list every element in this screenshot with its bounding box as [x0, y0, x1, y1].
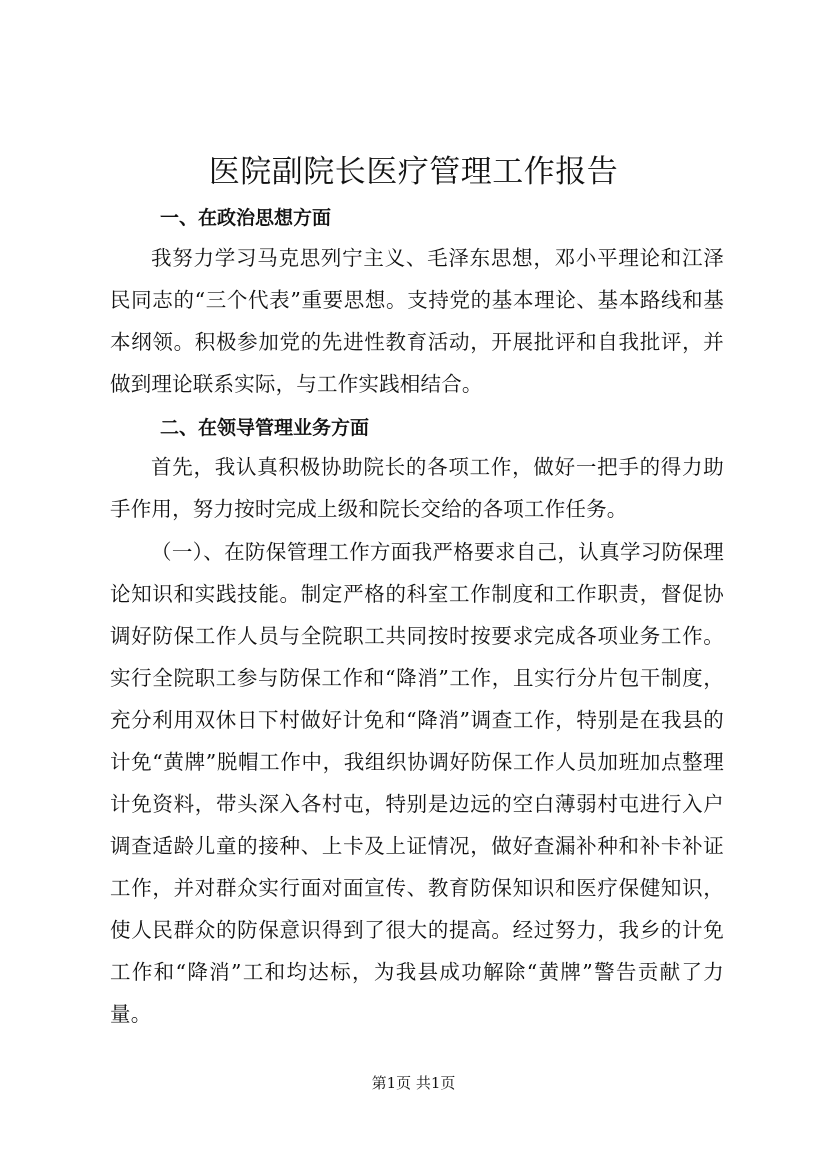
paragraph-epidemic-prevention: （一）、在防保管理工作方面我严格要求自己，认真学习防保理论知识和实践技能。制定严格的科室工作制度和工作职责，督促协调好防保工作人员与全院职工共同按时按要求完成各项业务工作。实行全院职工参与防保工作和“降消”工作，且实行分片包干制度，充分利用双休日下村做好计免和“降消”调查工作，特别是在我县的计免“黄牌”脱帽工作中，我组织协调好防保工作人员加班加点整理计免资料，带头深入各村屯，特别是边远的空白薄弱村屯进行入户调查适龄儿童的接种、上卡及上证情况，做好查漏补种和补卡补证工作，并对群众实行面对面宣传、教育防保知识和医疗保健知识，使人民群众的防保意识得到了很大的提高。经过努力，我乡的计免工作和“降消”工和均达标，为我县成功解除“黄牌”警告贡献了力量。 [110, 540, 724, 1026]
section-heading-leadership: 二、在领导管理业务方面 [160, 417, 370, 439]
page-footer: 第1页 共1页 [371, 1074, 456, 1092]
paragraph-political-study: 我努力学习马克思列宁主义、毛泽东思想，邓小平理论和江泽民同志的“三个代表”重要思想。支持党的基本理论、基本路线和基本纲领。积极参加党的先进性教育活动，开展批评和自我批评，并做到理论联系实际，与工作实践相结合。 [110, 246, 724, 396]
paragraph-assist-director: 首先，我认真积极协助院长的各项工作，做好一把手的得力助手作用，努力按时完成上级和院长交给的各项工作任务。 [110, 455, 724, 521]
section-heading-political: 一、在政治思想方面 [160, 207, 332, 229]
document-title: 医院副院长医疗管理工作报告 [208, 154, 619, 190]
